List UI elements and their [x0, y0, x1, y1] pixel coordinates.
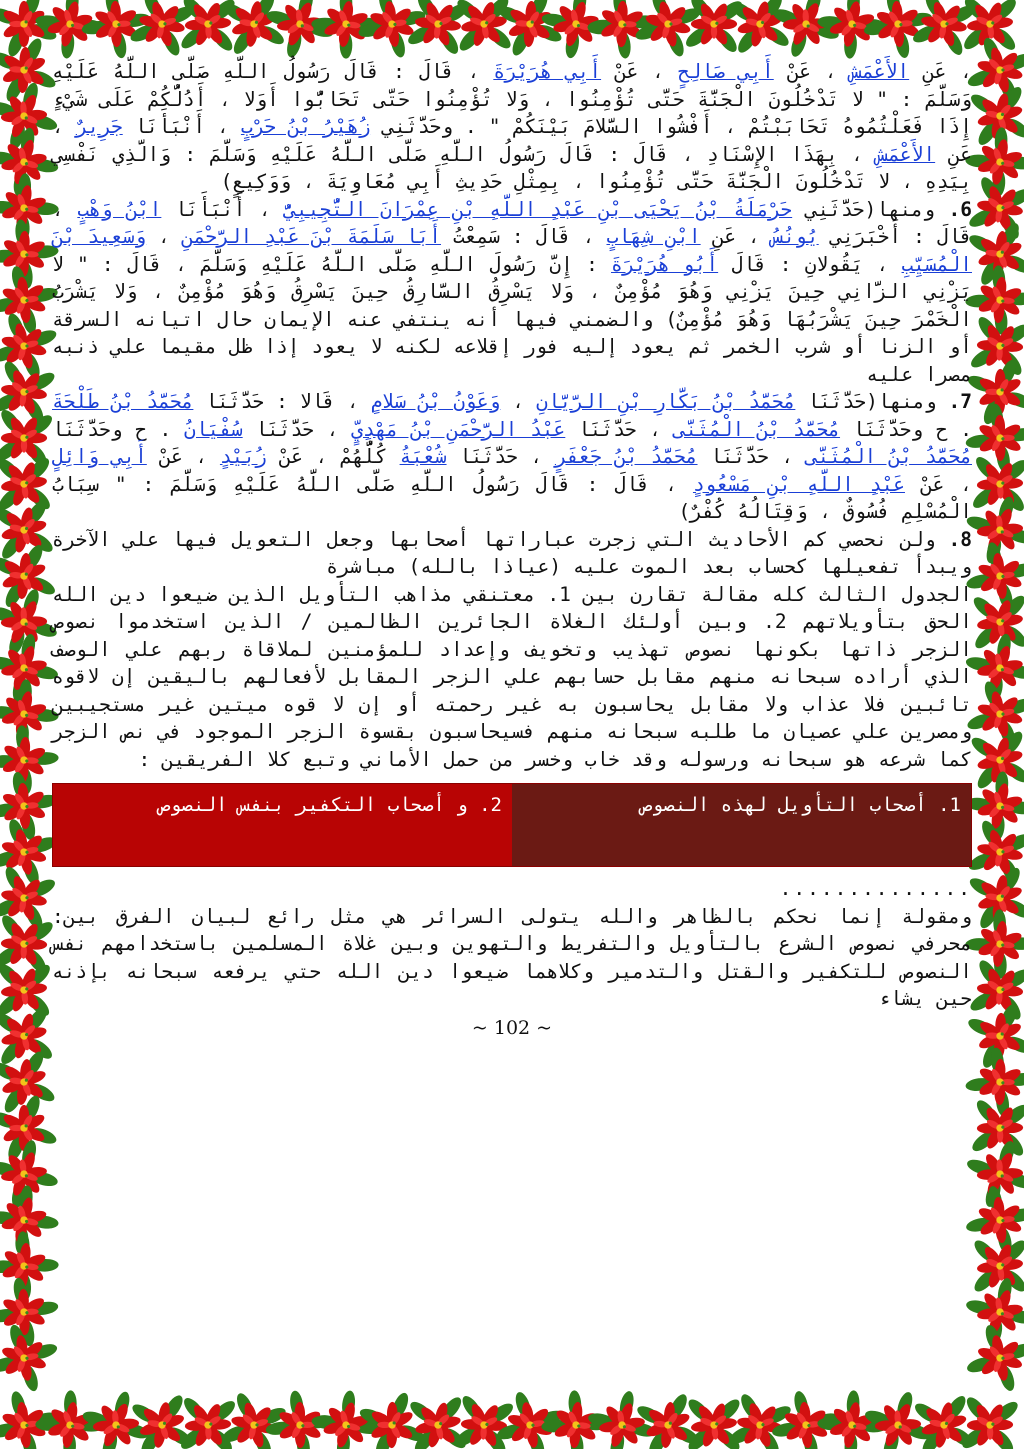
text-run: ، عَنْ: [601, 60, 678, 83]
text-run: ، قَالَ : قَالَ رَسُولُ اللَّهِ صَلَّى اللَّهُ عَلَيْهِ وَسَلَّمَ : " سِبَابُ الْمُسْلِمِ فُسُوقٌ ، وَقِتَالُهُ كُفْرٌ): [52, 472, 972, 523]
narrator-link[interactable]: زُهَيْرُ بْنُ حَرْبٍ: [240, 115, 371, 138]
text-run: ومنها(حَدَّثَنِي: [792, 197, 935, 221]
narrator-link[interactable]: الأَعْمَشِ: [850, 60, 910, 83]
text-run: ، قَالَ : أَخْبَرَنِي: [52, 197, 973, 248]
narrator-link[interactable]: أَبُو هُرَيْرَةَ: [611, 252, 719, 276]
text-run: . ح وحَدَّثَنَا: [840, 417, 972, 441]
text-run: ، حَدَّثَنَا: [242, 417, 352, 441]
narrator-link[interactable]: مُحَمَّدُ بْنُ طَلْحَةَ: [52, 390, 194, 413]
poinsettia-icon: [862, 1389, 934, 1449]
table-cell-interpreters: 1. أصحاب التأويل لهذه النصوص: [512, 784, 971, 866]
paragraph: [52, 526, 972, 581]
text-run: ، قَالا : حَدَّثَنَا: [193, 390, 371, 413]
text-run: ، عَنِ: [700, 225, 772, 248]
text-run: ، أَنْبَأَنَا: [122, 115, 241, 138]
poinsettia-icon: [357, 1390, 427, 1449]
poinsettia-icon: [214, 0, 294, 64]
text-run: : إِنَّ رَسُولَ اللَّهِ صَلَّى اللَّهُ عَلَيْهِ وَسَلَّمَ ، قَالَ : " لا يَزْنِي الزَّانِي حِينَ يَزْنِي وَهُوَ مُؤْمِنٌ ، وَلا يَسْرِقُ السَّارِقُ حِينَ يَسْرِقُ وَهُوَ مُؤْمِنٌ ، وَلا يَشْرَبُ الْخَمْرَ حِينَ يَشْرَبُهَا وَهُوَ مُؤْمِنٌ) والضمني فيها أنه ينتفي عنه الإيمان حال اتيانه السرقة أو الزنا أو شرب الخمر ثم يعود إليه فور إقلاعه لكنه لا يعود إذا ظل مقيما علي ذنبه مصرا عليه: [52, 252, 972, 386]
narrator-link[interactable]: ابْنُ وَهْبٍ: [77, 197, 162, 221]
text-run: ، قَالَ : قَالَ رَسُولُ اللَّهِ صَلَّى اللَّهُ عَلَيْهِ وَسَلَّمَ : " لا تَدْخُلُونَ الْجَنَّةَ حَتَّى تُؤْمِنُوا ، وَلا تُؤْمِنُوا حَتَّى تَحَابُّوا أَوَلا ، أَدُلُّكُمْ عَلَى شَيْءٍ إِذَا فَعَلْتُمُوهُ تَحَابَبْتُمْ ، أَفْشُوا السَّلامَ بَيْنَكُمْ " . وحَدَّثَنِي: [52, 60, 972, 138]
narrator-link[interactable]: عَبْدِ اللَّهِ بْنِ مَسْعُودٍ: [692, 472, 905, 496]
text-run: ، أَنْبَأَنَا: [161, 197, 285, 221]
table-cell-excommunicators: 2. و أصحاب التكفير بنفس النصوص: [53, 784, 512, 866]
narrator-link[interactable]: يُونُسُ: [771, 225, 819, 248]
text-run: ، قَالَ : سَمِعْتُ: [441, 225, 607, 248]
text-run: ، عَنْ: [146, 445, 220, 468]
text-run: ،: [500, 390, 537, 413]
closing-paragraph: ومقولة إنما نحكم بالظاهر والله يتولى السرائر هي مثل رائع لبيان الفرق بين: محرفي نصوص الشرع بالتأويل والتفريط والتهوين وبين غلاة المسلمين باستخدامهم نفس النصوص للتكفير والقتل والتدمير وكلاهما ضيعوا دين الله حتي يرفعه سبحانه بإذنه حين يشاء: [52, 904, 972, 1010]
item-number: 6.: [934, 197, 972, 221]
text-run: ، عَنِ: [909, 60, 972, 83]
text-run: ، عَنْ: [773, 60, 851, 83]
narrator-link[interactable]: مُحَمَّدُ بْنُ الْمُثَنَّى: [805, 445, 972, 468]
narrator-link[interactable]: سُفْيَانُ: [183, 417, 243, 441]
narrator-link[interactable]: عَبْدُ الرَّحْمَنِ بْنُ مَهْدِيٍّ: [351, 417, 566, 441]
comparison-table: [52, 783, 972, 867]
text-run: ولن نحصي كم الأحاديث التي زجرت عباراتها أصحابها وجعل التعويل فيها علي الآخرة ويبدأ تفعيلها كحساب بعد الموت عليه (عياذا بالله) مباشرة: [52, 527, 972, 578]
text-run: ،: [146, 225, 182, 248]
item-number: 8.: [935, 527, 972, 551]
narrator-link[interactable]: مُحَمَّدُ بْنُ جَعْفَرٍ: [554, 445, 698, 468]
page-number: ~ 102 ~: [471, 1016, 553, 1039]
narrator-link[interactable]: أَبِي صَالِحٍ: [677, 60, 774, 83]
paragraph: [52, 58, 972, 196]
paragraph: [52, 196, 972, 389]
text-run: ، عَنْ: [904, 472, 972, 496]
text-run: ، حَدَّثَنَا: [446, 445, 555, 468]
narrator-link[interactable]: شُعْبَةُ: [399, 445, 447, 468]
narrator-link[interactable]: ابْنِ شِهَابٍ: [606, 225, 701, 248]
text-run: ، يَقُولانِ : قَالَ: [718, 252, 902, 276]
document-page: [52, 58, 972, 1390]
text-run: ، حَدَّثَنَا: [565, 417, 674, 441]
narrator-link[interactable]: أَبَا سَلَمَةَ بْنَ عَبْدِ الرَّحْمَنِ: [181, 225, 441, 248]
text-run: ، حَدَّثَنَا: [697, 445, 806, 468]
narrator-link[interactable]: أَبِي وَائِلٍ: [52, 445, 147, 468]
narrator-link[interactable]: الأَعْمَشِ: [876, 142, 936, 166]
paragraph: [52, 388, 972, 526]
text-run: ومنها(حَدَّثَنَا: [795, 390, 937, 413]
text-run: ، بِهَذَا الإِسْنَادِ ، قَالَ : قَالَ رَسُولُ اللَّهِ صَلَّى اللَّهُ عَلَيْهِ وَسَلَّمَ : وَالَّذِي نَفْسِي بِيَدِهِ ، لا تَدْخُلُونَ الْجَنَّةَ حَتَّى تُؤْمِنُوا ، بِمِثْلِ حَدِيثِ أَبِي مُعَاوِيَةَ ، وَوَكِيعٍ): [52, 142, 972, 193]
text-run: ، عَنِ: [52, 115, 972, 166]
narrator-link[interactable]: مُحَمَّدُ بْنُ بَكَّارِ بْنِ الرَّيَّانِ: [536, 390, 796, 413]
item-number: 7.: [936, 390, 972, 413]
text-run: كُلُّهُمْ ، عَنْ: [266, 445, 400, 468]
narrator-link[interactable]: زُبَيْدٍ: [219, 445, 267, 468]
separator-dots: ..............: [779, 877, 972, 900]
paragraphs: [52, 58, 972, 773]
narrator-link[interactable]: حَرْمَلَةُ بْنُ يَحْيَى بْنِ عَبْدِ اللَّهِ بْنِ عِمْرَانَ التُّجِيبِيُّ: [284, 197, 793, 221]
narrator-link[interactable]: وَعَوْنُ بْنُ سَلامٍ: [370, 390, 501, 413]
narrator-link[interactable]: مُحَمَّدُ بْنُ الْمُثَنَّى: [673, 417, 841, 441]
narrator-link[interactable]: وَسَعِيدَ بْنَ الْمُسَيِّبِ: [52, 225, 972, 276]
text-run: الجدول الثالث كله مقالة تقارن بين 1. معتنقي مذاهب التأويل الذين ضيعوا دين الله الحق بتأويلاتهم 2. وبين أولئك الغلاة الجائرين الظالمين / الذين استخدموا نصوص الزجر ذاتها بكونها نصوص تهذيب وتخويف وإعداد للمؤمنين لملاقاة ربهم علي الوصف الذي أراده سبحانه منهم مقابل حسابهم علي الزجر المقابل لأفعالهم باليقين إن لاقوه تائبين فلا عذاب ولا مقابل يحاسبون به غير رحمته أو إن لا قوه ميتين غير مستجيبين ومصرين علي عصيان ما طلبه سبحانه منهم فسيحاسبون بقسوة الزجر الموجود في نص الزجر كما شرعه هو سبحانه ورسوله وقد خاب وخسر من حمل الأماني وتبع كلا الفريقين :: [52, 582, 972, 771]
narrator-link[interactable]: أَبِي هُرَيْرَةَ: [493, 60, 602, 83]
narrator-link[interactable]: جَرِيرٌ: [75, 115, 123, 138]
text-run: . ح وحَدَّثَنَا: [52, 417, 184, 441]
paragraph: [52, 581, 972, 774]
